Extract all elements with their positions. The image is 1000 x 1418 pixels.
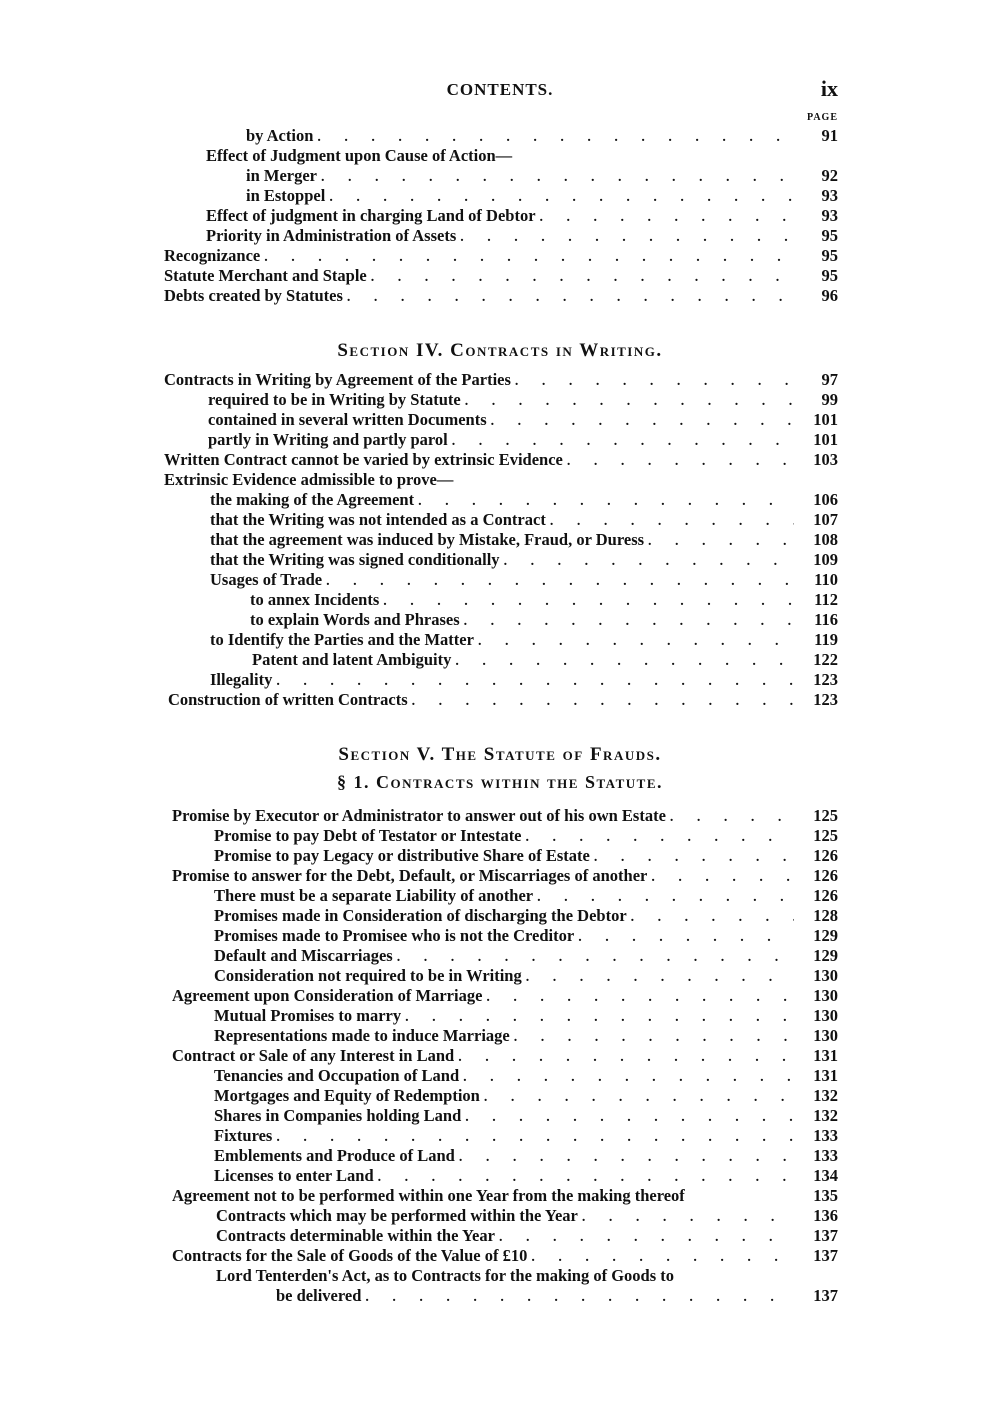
toc-entry: Promise to pay Legacy or distributive Share of Estate . . . 126 (214, 846, 838, 866)
toc-entry: Statute Merchant and Staple . . . 95 (164, 266, 838, 286)
toc-entry: Recognizance . . . 95 (164, 246, 838, 266)
toc-entry: to Identify the Parties and the Matter . . . 119 (210, 630, 838, 650)
toc-entry: Contracts for the Sale of Goods of the Value of £10 . . . 137 (172, 1246, 838, 1266)
toc-entry: that the Writing was signed conditionally . . . 109 (210, 550, 838, 570)
running-title: CONTENTS. (446, 80, 554, 99)
toc-entry: Promise to pay Debt of Testator or Intestate . . . 125 (214, 826, 838, 846)
toc-entry: Tenancies and Occupation of Land . . . 131 (214, 1066, 838, 1086)
toc-entry: Fixtures . . . 133 (214, 1126, 838, 1146)
toc-entry: Contracts which may be performed within the Year . . . 136 (216, 1206, 838, 1226)
toc-entry: Illegality . . . 123 (210, 670, 838, 690)
toc-entry: in Estoppel . . . 93 (246, 186, 838, 206)
toc-entry: Priority in Administration of Assets . . . 95 (206, 226, 838, 246)
toc-entry: Contracts determinable within the Year . . . 137 (216, 1226, 838, 1246)
toc-entry: to annex Incidents . . . 112 (250, 590, 838, 610)
toc-entry: that the Writing was not intended as a Contract . . . 107 (210, 510, 838, 530)
toc-entry: Written Contract cannot be varied by extrinsic Evidence . . . 103 (164, 450, 838, 470)
toc-entry: Promise by Executor or Administrator to answer out of his own Estate . . . 125 (172, 806, 838, 826)
toc-entry: Promises made in Consideration of discharging the Debtor . . . 128 (214, 906, 838, 926)
toc-entry: contained in several written Documents . . . 101 (208, 410, 838, 430)
toc-entry: Consideration not required to be in Writing . . . 130 (214, 966, 838, 986)
toc-entry: to explain Words and Phrases . . . 116 (250, 610, 838, 630)
subsection-heading: § 1. Contracts within the Statute. (336, 772, 664, 792)
toc-entry: Usages of Trade . . . 110 (210, 570, 838, 590)
toc-entry: Mutual Promises to marry . . . 130 (214, 1006, 838, 1026)
toc-entry: Effect of Judgment upon Cause of Action— (206, 146, 513, 165)
toc-entry: be delivered . . . 137 (276, 1286, 838, 1306)
section-heading: Section V. The Statute of Frauds. (338, 744, 662, 765)
toc-entry: in Merger . . . 92 (246, 166, 838, 186)
toc-entry: Shares in Companies holding Land . . . 132 (214, 1106, 838, 1126)
toc-entry: Agreement upon Consideration of Marriage . . . 130 (172, 986, 838, 1006)
toc-entry: Effect of judgment in charging Land of Debtor . . . 93 (206, 206, 838, 226)
toc-entry: Default and Miscarriages . . . 129 (214, 946, 838, 966)
toc-entry: Patent and latent Ambiguity . . . 122 (252, 650, 838, 670)
toc-entry: Lord Tenterden's Act, as to Contracts for the making of Goods to (216, 1266, 675, 1285)
toc-entry: by Action . . . 91 (246, 126, 838, 146)
toc-entry: Licenses to enter Land . . . 134 (214, 1166, 838, 1186)
toc-entry: partly in Writing and partly parol . . . 101 (208, 430, 838, 450)
toc-entry: Debts created by Statutes . . . 96 (164, 286, 838, 306)
toc-entry: Extrinsic Evidence admissible to prove— (164, 470, 454, 489)
page-number: ix (820, 76, 838, 101)
page-column-label: PAGE (806, 112, 838, 123)
toc-entry: Emblements and Produce of Land . . . 133 (214, 1146, 838, 1166)
toc-entry: required to be in Writing by Statute . . . 99 (208, 390, 838, 410)
toc-entry: Representations made to induce Marriage . . . 130 (214, 1026, 838, 1046)
toc-entry: Mortgages and Equity of Redemption . . . 132 (214, 1086, 838, 1106)
toc-entry: Construction of written Contracts . . . 123 (168, 690, 838, 710)
toc-entry: Promise to answer for the Debt, Default, or Miscarriages of another . . . 126 (172, 866, 838, 886)
toc-entry: There must be a separate Liability of another . . . 126 (214, 886, 838, 906)
section-heading: Section IV. Contracts in Writing. (337, 340, 663, 361)
toc-entry: Contract or Sale of any Interest in Land . . . 131 (172, 1046, 838, 1066)
toc-entry: Agreement not to be performed within one Year from the making thereof 135 (172, 1186, 838, 1205)
toc-entry: the making of the Agreement . . . 106 (210, 490, 838, 510)
toc-entry: that the agreement was induced by Mistake, Fraud, or Duress . . . 108 (210, 530, 838, 550)
toc-entry: Promises made to Promisee who is not the Creditor . . . 129 (214, 926, 838, 946)
toc-entry: Contracts in Writing by Agreement of the Parties . . . 97 (164, 370, 838, 390)
